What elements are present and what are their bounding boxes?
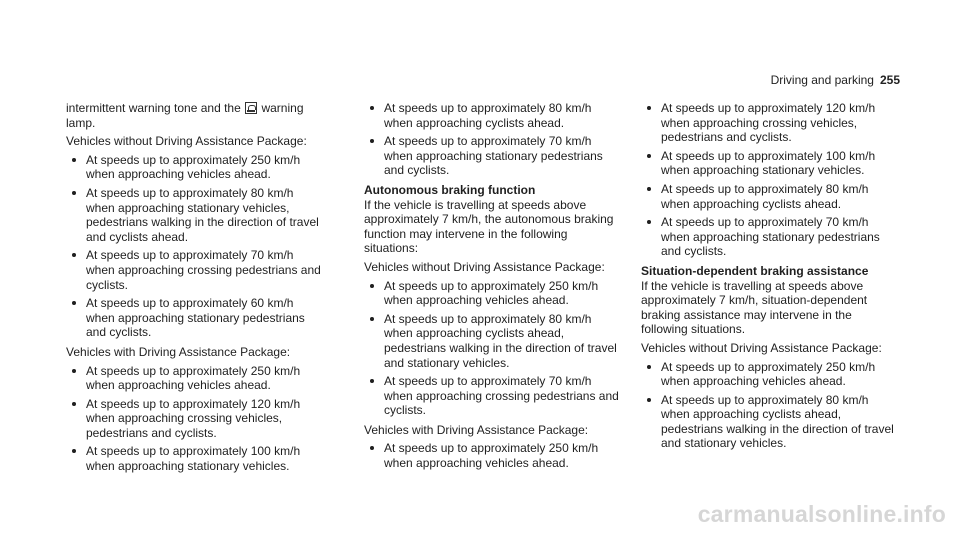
- list-item: At speeds up to approximately 70 km/h when approaching stationary pedestrians and cyclists.: [641, 215, 897, 259]
- column-3: [641, 101, 897, 456]
- list-item: At speeds up to approximately 250 km/h when approaching vehicles ahead.: [364, 279, 620, 308]
- intro-text-end: warning lamp.: [66, 101, 304, 130]
- list-item: At speeds up to approximately 80 km/h when approaching cyclists ahead.: [641, 182, 897, 211]
- vehicles-with-package-label: Vehicles with Driving Assistance Package:: [364, 422, 589, 437]
- list-item: At speeds up to approximately 80 km/h when approaching cyclists ahead, pedestrians walking in the direction of travel and stationary vehicles.: [641, 393, 897, 451]
- vehicles-with-package-label: Vehicles with Driving Assistance Package:: [66, 344, 291, 359]
- list-item: At speeds up to approximately 250 km/h when approaching vehicles ahead.: [364, 441, 620, 470]
- speed-list-continued: [641, 101, 897, 259]
- column-2: [364, 101, 620, 476]
- intro-text-start: intermittent warning tone and the: [66, 101, 241, 115]
- section-heading-autonomous-braking: Autonomous braking function: [364, 182, 536, 197]
- speed-list-without-package: [66, 153, 322, 340]
- warning-lamp-icon: [245, 102, 257, 114]
- vehicles-without-package-label: Vehicles without Driving Assistance Package:: [66, 134, 307, 149]
- intro-paragraph: [66, 101, 322, 130]
- list-item: At speeds up to approximately 100 km/h when approaching stationary vehicles.: [66, 444, 322, 473]
- vehicles-without-package-label: Vehicles without Driving Assistance Package:: [364, 259, 605, 274]
- situation-braking-body: If the vehicle is travelling at speeds above approximately 7 km/h, situation-dependent braking assistance may intervene in the following situations.: [641, 278, 868, 337]
- page-number: 255: [879, 73, 900, 87]
- list-item: At speeds up to approximately 250 km/h when approaching vehicles ahead.: [66, 153, 322, 182]
- speed-list-without-package: [641, 360, 897, 452]
- section-title: Driving and parking: [770, 73, 874, 87]
- page-header: [771, 73, 900, 87]
- list-item: At speeds up to approximately 70 km/h when approaching crossing pedestrians and cyclists.: [66, 248, 322, 292]
- autonomous-braking-body: If the vehicle is travelling at speeds above approximately 7 km/h, the autonomous braking function may intervene in the following situations:: [364, 197, 614, 256]
- list-item: At speeds up to approximately 70 km/h when approaching stationary pedestrians and cyclists.: [364, 134, 620, 178]
- list-item: At speeds up to approximately 80 km/h when approaching cyclists ahead.: [364, 101, 620, 130]
- speed-list-continued: [364, 101, 620, 178]
- list-item: At speeds up to approximately 250 km/h when approaching vehicles ahead.: [66, 364, 322, 393]
- speed-list-with-package: [66, 364, 322, 474]
- list-item: At speeds up to approximately 70 km/h when approaching crossing pedestrians and cyclists.: [364, 374, 620, 418]
- column-1: [66, 101, 322, 479]
- section-heading-situation-dependent-braking: Situation-dependent braking assistance: [641, 263, 869, 278]
- vehicles-without-package-label: Vehicles without Driving Assistance Package:: [641, 340, 882, 355]
- watermark: carmanualsonline.info: [697, 501, 946, 527]
- list-item: At speeds up to approximately 120 km/h when approaching crossing vehicles, pedestrians and cyclists.: [641, 101, 897, 145]
- list-item: At speeds up to approximately 250 km/h when approaching vehicles ahead.: [641, 360, 897, 389]
- list-item: At speeds up to approximately 120 km/h when approaching crossing vehicles, pedestrians and cyclists.: [66, 397, 322, 441]
- list-item: At speeds up to approximately 80 km/h when approaching stationary vehicles, pedestrians walking in the direction of travel and cyclists ahead.: [66, 186, 322, 244]
- list-item: At speeds up to approximately 100 km/h when approaching stationary vehicles.: [641, 149, 897, 178]
- speed-list-without-package: [364, 279, 620, 418]
- list-item: At speeds up to approximately 60 km/h when approaching stationary pedestrians and cyclists.: [66, 296, 322, 340]
- speed-list-with-package: [364, 441, 620, 470]
- list-item: At speeds up to approximately 80 km/h when approaching cyclists ahead, pedestrians walking in the direction of travel and stationary vehicles.: [364, 312, 620, 370]
